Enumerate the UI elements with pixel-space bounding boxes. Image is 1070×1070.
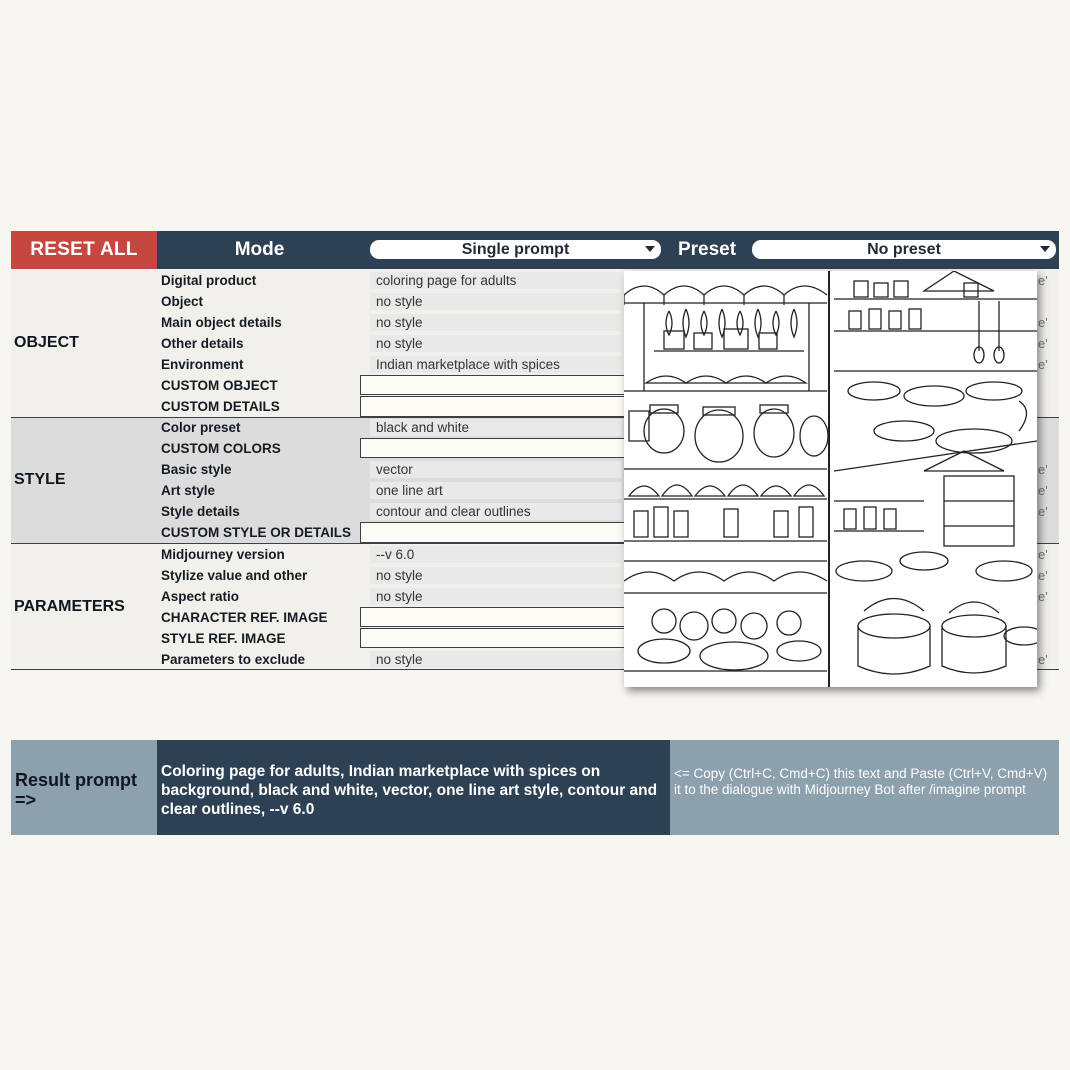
preset-dropdown[interactable] xyxy=(752,240,1056,259)
overflow-text: e' xyxy=(1038,568,1048,583)
overflow-text: e' xyxy=(1038,462,1048,477)
copy-instructions: <= Copy (Ctrl+C, Cmd+C) this text and Paste (Ctrl+V, Cmd+V) it to the dialogue with Midjourney Bot after /imagine prompt xyxy=(670,740,1059,835)
overflow-text: e' xyxy=(1038,273,1048,288)
basic-style-field[interactable]: vector xyxy=(370,461,622,478)
style-ref-input[interactable] xyxy=(360,628,625,648)
main-object-details-field[interactable]: no style xyxy=(370,314,622,331)
chevron-down-icon xyxy=(645,246,655,252)
digital-product-field[interactable]: coloring page for adults xyxy=(370,272,622,289)
object-field[interactable]: no style xyxy=(370,293,622,310)
row-label-environment: Environment xyxy=(161,357,244,372)
overflow-text: e' xyxy=(1038,315,1048,330)
chevron-down-icon xyxy=(1040,246,1050,252)
parameters-section-title: PARAMETERS xyxy=(14,598,125,615)
art-style-field[interactable]: one line art xyxy=(370,482,622,499)
row-label-object: Object xyxy=(161,294,204,309)
row-label-custom-object: CUSTOM OBJECT xyxy=(161,378,278,393)
row-label-aspect-ratio: Aspect ratio xyxy=(161,589,240,604)
row-label-main-object-details: Main object details xyxy=(161,315,282,330)
left-panel-illustration xyxy=(624,286,828,671)
reset-all-button[interactable]: RESET ALL xyxy=(11,231,157,269)
custom-colors-input[interactable] xyxy=(360,438,625,458)
mode-dropdown[interactable] xyxy=(370,240,661,259)
preset-label: Preset xyxy=(677,239,737,260)
custom-details-input[interactable] xyxy=(360,396,625,417)
row-label-other-details: Other details xyxy=(161,336,244,351)
overflow-text: e' xyxy=(1038,336,1048,351)
style-section-title: STYLE xyxy=(14,471,66,488)
color-preset-field[interactable]: black and white xyxy=(370,419,622,436)
row-label-style-ref: STYLE REF. IMAGE xyxy=(161,631,286,646)
custom-object-input[interactable] xyxy=(360,375,625,395)
aspect-ratio-field[interactable]: no style xyxy=(370,588,622,605)
other-details-field[interactable]: no style xyxy=(370,335,622,352)
stylize-value-field[interactable]: no style xyxy=(370,567,622,584)
mode-dropdown-value: Single prompt xyxy=(461,240,570,258)
row-label-parameters-exclude: Parameters to exclude xyxy=(161,652,306,667)
row-label-character-ref: CHARACTER REF. IMAGE xyxy=(161,610,328,625)
row-label-stylize-value: Stylize value and other xyxy=(161,568,308,583)
overflow-text: e' xyxy=(1038,589,1048,604)
row-label-style-details: Style details xyxy=(161,504,240,519)
row-label-color-preset: Color preset xyxy=(161,420,241,435)
style-details-field[interactable]: contour and clear outlines xyxy=(370,503,622,520)
overflow-text: e' xyxy=(1038,483,1048,498)
midjourney-version-field[interactable]: --v 6.0 xyxy=(370,546,622,563)
row-label-basic-style: Basic style xyxy=(161,462,232,477)
custom-style-input[interactable] xyxy=(360,522,625,543)
overflow-text: e' xyxy=(1038,547,1048,562)
overflow-text: e' xyxy=(1038,652,1048,667)
preset-dropdown-value: No preset xyxy=(867,240,941,258)
environment-field[interactable]: Indian marketplace with spices xyxy=(370,356,622,373)
character-ref-input[interactable] xyxy=(360,607,625,627)
overflow-text: e' xyxy=(1038,357,1048,372)
right-panel-illustration xyxy=(834,271,1037,674)
parameters-exclude-field[interactable]: no style xyxy=(370,651,622,668)
mode-label: Mode xyxy=(234,239,285,260)
row-label-midjourney-version: Midjourney version xyxy=(161,547,285,562)
preview-image xyxy=(624,271,1037,687)
result-prompt-label: Result prompt => xyxy=(11,740,157,835)
row-label-custom-style: CUSTOM STYLE OR DETAILS xyxy=(161,525,352,540)
row-label-custom-details: CUSTOM DETAILS xyxy=(161,399,280,414)
result-prompt-text[interactable]: Coloring page for adults, Indian marketplace with spices on background, black and white, vector, one line art style, contour and clear outlines, --v 6.0 xyxy=(157,740,670,835)
row-label-digital-product: Digital product xyxy=(161,273,257,288)
row-label-art-style: Art style xyxy=(161,483,216,498)
row-label-custom-colors: CUSTOM COLORS xyxy=(161,441,281,456)
object-section-title: OBJECT xyxy=(14,334,79,351)
overflow-text: e' xyxy=(1038,504,1048,519)
